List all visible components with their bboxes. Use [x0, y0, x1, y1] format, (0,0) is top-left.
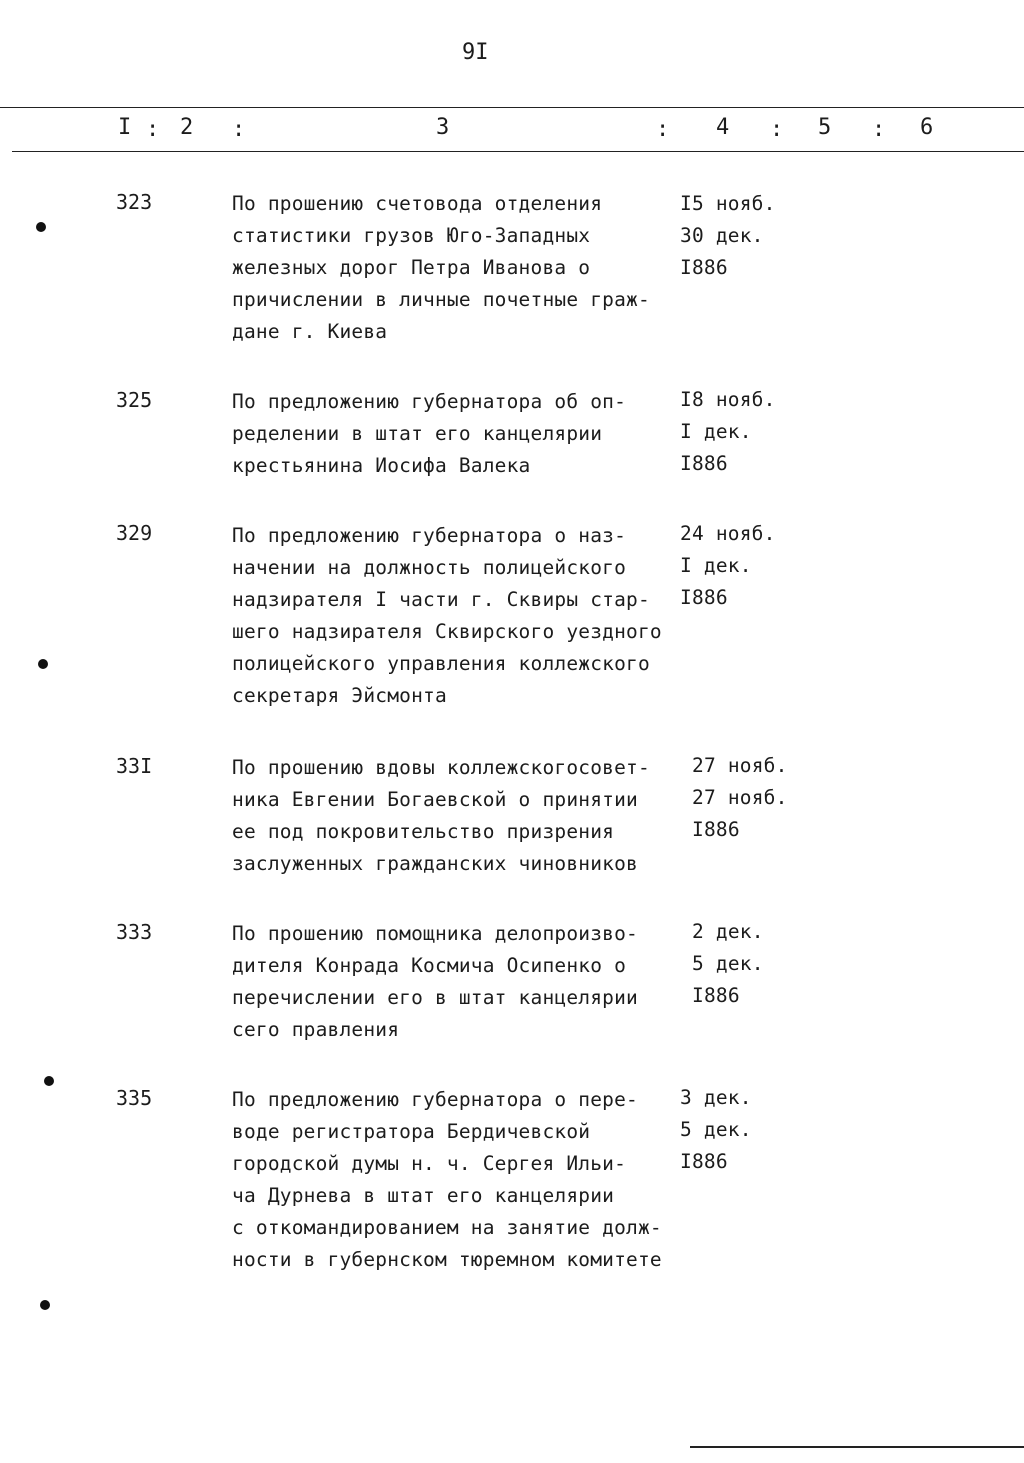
page-number: 9I — [462, 40, 489, 65]
entry-year: I886 — [692, 984, 740, 1007]
entry-description — [232, 188, 692, 348]
punch-hole-mark — [38, 659, 48, 669]
entry-number: 329 — [116, 521, 153, 545]
entry-text-line: По прошению вдовы коллежскогосовет- — [232, 756, 650, 779]
entry-text-line: дителя Конрада Космича Осипенко о — [232, 954, 627, 977]
punch-hole-mark — [40, 1300, 50, 1310]
entry-text-line: воде регистратора Бердичевской — [232, 1120, 591, 1143]
bottom-rule — [690, 1446, 1024, 1448]
entry-text-line: По прошению счетовода отделения — [232, 192, 603, 215]
column-header-2: 2 — [180, 115, 194, 140]
column-separator: : — [872, 117, 886, 142]
entry-text-line: ча Дурнева в штат его канцелярии — [232, 1184, 615, 1207]
column-separator: : — [232, 117, 246, 142]
entry-date-start: 2 дек. — [692, 920, 764, 943]
column-separator: : — [656, 117, 670, 142]
column-separator: : — [770, 117, 784, 142]
entry-dates — [680, 384, 810, 480]
entry-text-line: начении на должность полицейского — [232, 556, 627, 579]
entry-dates — [680, 1082, 810, 1178]
entry-dates — [692, 750, 822, 846]
entry-number: 33I — [116, 754, 153, 778]
entry-text-line: ределении в штат его канцелярии — [232, 422, 603, 445]
punch-hole-mark — [44, 1076, 54, 1086]
entry-text-line: шего надзирателя Сквирского уездного — [232, 620, 662, 643]
entry-year: I886 — [680, 586, 728, 609]
column-header-5: 5 — [818, 115, 832, 140]
entry-text-line: с откомандированием на занятие долж- — [232, 1216, 662, 1239]
entry-dates — [680, 188, 810, 284]
entry-text-line: ности в губернском тюремном комитете — [232, 1248, 662, 1271]
entry-date-start: I8 нояб. — [680, 388, 776, 411]
entry-text-line: причислении в личные почетные граж- — [232, 288, 650, 311]
entry-number: 325 — [116, 388, 153, 412]
entry-year: I886 — [692, 818, 740, 841]
entry-description — [232, 752, 692, 880]
entry-text-line: секретаря Эйсмонта — [232, 684, 447, 707]
entry-date-end: 27 нояб. — [692, 786, 788, 809]
column-separator: : — [146, 117, 160, 142]
entry-text-line: По прошению помощника делопроизво- — [232, 922, 638, 945]
table-top-rule — [0, 107, 1024, 108]
entry-text-line: перечислении его в штат канцелярии — [232, 986, 638, 1009]
entry-year: I886 — [680, 452, 728, 475]
column-header-3: 3 — [436, 115, 450, 140]
entry-date-end: 5 дек. — [680, 1118, 752, 1141]
entry-year: I886 — [680, 256, 728, 279]
entry-date-end: I дек. — [680, 420, 752, 443]
table-header-rule — [12, 151, 1024, 152]
entry-description — [232, 386, 692, 482]
entry-dates — [680, 518, 810, 614]
entry-text-line: ее под покровительство призрения — [232, 820, 615, 843]
entry-number: 335 — [116, 1086, 153, 1110]
entry-text-line: сего правления — [232, 1018, 400, 1041]
entry-date-start: I5 нояб. — [680, 192, 776, 215]
entry-text-line: крестьянина Иосифа Валека — [232, 454, 531, 477]
entry-text-line: ника Евгении Богаевской о принятии — [232, 788, 638, 811]
entry-text-line: железных дорог Петра Иванова о — [232, 256, 591, 279]
entry-number: 333 — [116, 920, 153, 944]
entry-description — [232, 520, 692, 712]
entry-description — [232, 918, 692, 1046]
entry-text-line: городской думы н. ч. Сергея Ильи- — [232, 1152, 627, 1175]
entry-text-line: дане г. Киева — [232, 320, 388, 343]
entry-dates — [692, 916, 822, 1012]
entry-text-line: По предложению губернатора об оп- — [232, 390, 627, 413]
entry-date-start: 24 нояб. — [680, 522, 776, 545]
entry-year: I886 — [680, 1150, 728, 1173]
entry-text-line: По предложению губернатора о наз- — [232, 524, 627, 547]
entry-text-line: надзирателя I части г. Сквиры стар- — [232, 588, 650, 611]
entry-text-line: По предложению губернатора о пере- — [232, 1088, 638, 1111]
entry-text-line: полицейского управления коллежского — [232, 652, 650, 675]
punch-hole-mark — [36, 222, 46, 232]
entry-date-end: I дек. — [680, 554, 752, 577]
column-header-1: I — [118, 115, 132, 140]
entry-date-start: 3 дек. — [680, 1086, 752, 1109]
entry-number: 323 — [116, 190, 153, 214]
entry-text-line: статистики грузов Юго-Западных — [232, 224, 591, 247]
entry-date-end: 5 дек. — [692, 952, 764, 975]
entry-date-start: 27 нояб. — [692, 754, 788, 777]
entry-text-line: заслуженных гражданских чиновников — [232, 852, 638, 875]
column-header-4: 4 — [716, 115, 730, 140]
column-header-6: 6 — [920, 115, 934, 140]
entry-description — [232, 1084, 692, 1276]
entry-date-end: 30 дек. — [680, 224, 764, 247]
